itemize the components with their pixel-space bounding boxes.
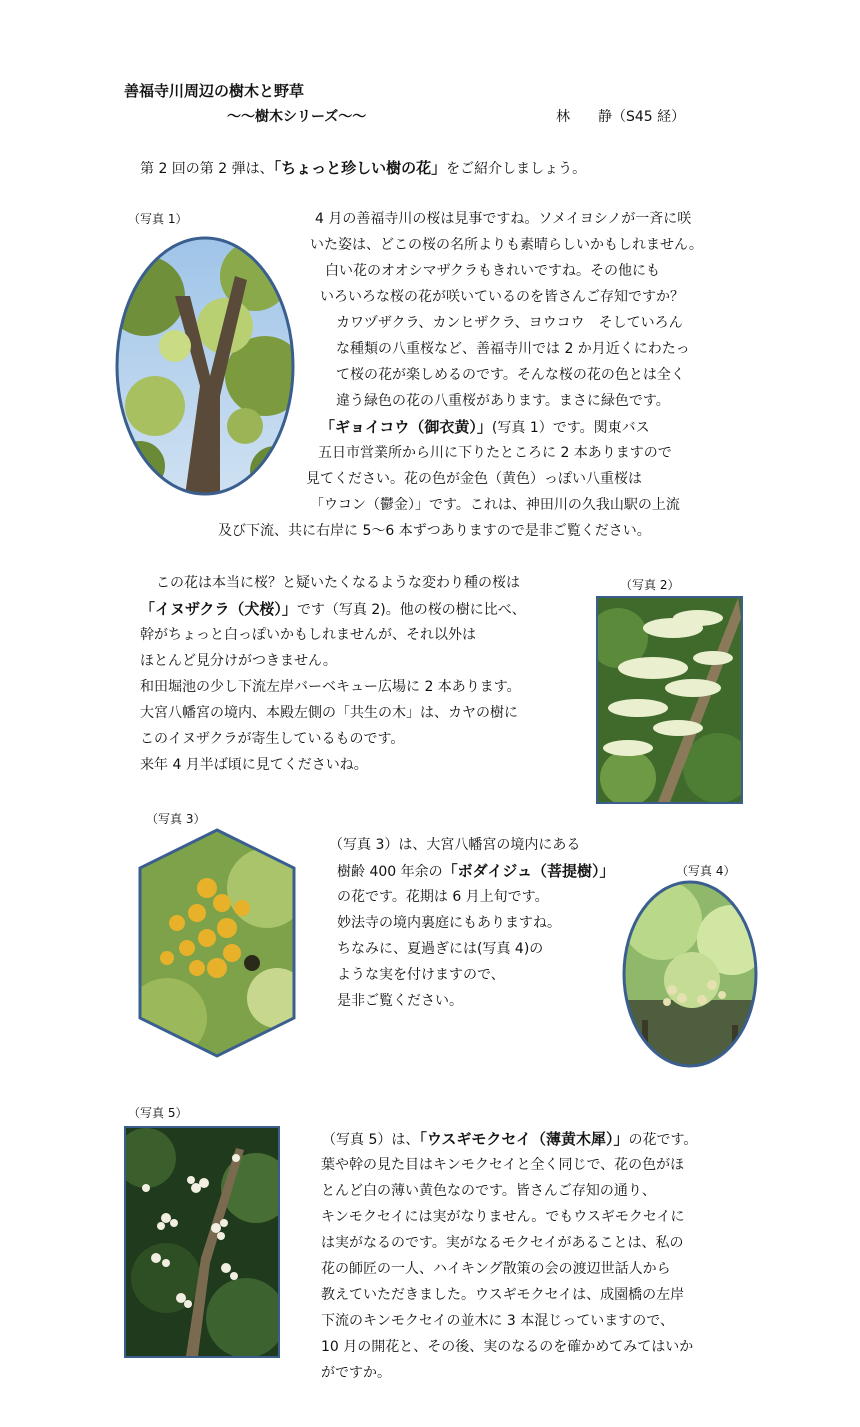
photo-bodaiju bbox=[137, 828, 297, 1058]
s2-line-3: 幹がちょっと白っぽいかもしれませんが、それ以外は bbox=[140, 627, 476, 643]
s4-line-1-post: の花です。 bbox=[628, 1132, 698, 1148]
series-title: ～～樹木シリーズ～～ bbox=[227, 109, 367, 125]
s1-line-6: な種類の八重桜など、善福寺川では 2 か月近くにわたっ bbox=[336, 341, 690, 357]
s1-line-7: て桜の花が楽しめるのです。そんな桜の花の色とは全く bbox=[336, 367, 685, 383]
s1-line-11: 見てください。花の色が金色（黄色）っぽい八重桜は bbox=[306, 471, 642, 487]
s1-line-9-rest: (写真 1）です。関東バス bbox=[491, 420, 650, 436]
usugimokusei-name: 「ウスギモクセイ（薄黄木犀）」 bbox=[419, 1130, 629, 1148]
intro-line bbox=[140, 155, 586, 182]
s1-line-4: いろいろな桜の花が咲いているのを皆さんご存知ですか？ bbox=[320, 289, 684, 305]
photo-gyoiko bbox=[115, 236, 295, 496]
photo-inuzakura bbox=[596, 596, 743, 804]
gyoiko-name: 「ギョイコウ（御衣黄）」 bbox=[320, 418, 492, 436]
page-title: 善福寺川周辺の樹木と野草 bbox=[124, 82, 305, 100]
s2-line-2 bbox=[140, 596, 526, 623]
photo-usugimokusei bbox=[124, 1126, 280, 1358]
caption-photo-4: （写真 4） bbox=[676, 864, 736, 878]
s4-line-3: とんど白の薄い黄色なのです。皆さんご存知の通り、 bbox=[321, 1183, 656, 1199]
s3-line-6: ような実を付けますので、 bbox=[337, 967, 505, 983]
s4-line-1 bbox=[322, 1126, 697, 1153]
s1-line-10: 五日市営業所から川に下りたところに 2 本ありますので bbox=[318, 445, 672, 461]
s3-line-2-pre: 樹齢 400 年余の bbox=[337, 864, 443, 880]
s4-line-8: 下流のキンモクセイの並木に 3 本混じっていますので、 bbox=[321, 1313, 674, 1329]
s3-line-2 bbox=[337, 858, 615, 885]
caption-photo-2: （写真 2） bbox=[620, 578, 680, 592]
s4-line-6: 花の師匠の一人、ハイキング散策の会の渡辺世話人から bbox=[321, 1261, 671, 1277]
s4-line-4: キンモクセイには実がなりません。でもウスギモクセイに bbox=[321, 1209, 685, 1225]
intro-pre: 第 2 回の第 2 弾は、 bbox=[140, 161, 274, 177]
s3-line-7: 是非ご覧ください。 bbox=[337, 993, 463, 1009]
author: 林 静（S45 経） bbox=[556, 109, 686, 125]
s3-line-4: 妙法寺の境内裏庭にもありますね。 bbox=[337, 915, 561, 931]
caption-photo-1: （写真 1） bbox=[128, 212, 188, 226]
s3-line-1: （写真 3）は、大宮八幡宮の境内にある bbox=[329, 837, 581, 853]
s1-line-5: カワヅザクラ、カンヒザクラ、ヨウコウ そしていろん bbox=[336, 315, 683, 331]
caption-photo-3: （写真 3） bbox=[146, 812, 206, 826]
intro-highlight: 「ちょっと珍しい樹の花」 bbox=[273, 159, 447, 177]
intro-post: をご紹介しましょう。 bbox=[446, 161, 587, 177]
s1-line-13: 及び下流、共に右岸に 5～6 本ずつありますので是非ご覧ください。 bbox=[218, 523, 651, 539]
s2-line-7: このイヌザクラが寄生しているものです。 bbox=[140, 731, 405, 747]
s1-line-8: 違う緑色の花の八重桜があります。まさに緑色です。 bbox=[336, 393, 670, 409]
caption-photo-5: （写真 5） bbox=[128, 1106, 188, 1120]
s4-line-1-pre: （写真 5）は、 bbox=[322, 1132, 420, 1148]
s2-line-6: 大宮八幡宮の境内、本殿左側の「共生の木」は、カヤの樹に bbox=[140, 705, 518, 721]
s1-line-9 bbox=[320, 414, 650, 441]
s4-line-5: は実がなるのです。実がなるモクセイがあることは、私の bbox=[321, 1235, 684, 1251]
photo-bodaiju-fruit bbox=[622, 880, 758, 1068]
s3-line-5: ちなみに、夏過ぎには(写真 4)の bbox=[337, 941, 544, 957]
s4-line-7: 教えていただきました。ウスギモクセイは、成園橋の左岸 bbox=[321, 1287, 685, 1303]
s3-line-3: の花です。花期は 6 月上旬です。 bbox=[337, 889, 549, 905]
s2-line-2-rest: です（写真 2)。他の桜の樹に比べ、 bbox=[296, 602, 526, 618]
s1-line-2: いた姿は、どこの桜の名所よりも素晴らしいかもしれません。 bbox=[310, 237, 703, 253]
s2-line-5: 和田堀池の少し下流左岸バーベキュー広場に 2 本あります。 bbox=[140, 679, 521, 695]
s1-line-12: 「ウコン（鬱金）」です。これは、神田川の久我山駅の上流 bbox=[310, 497, 680, 513]
s1-line-1: 4 月の善福寺川の桜は見事ですね。ソメイヨシノが一斉に咲 bbox=[315, 211, 692, 227]
s2-line-4: ほとんど見分けがつきません。 bbox=[140, 653, 337, 669]
s2-line-8: 来年 4 月半ば頃に見てくださいね。 bbox=[140, 757, 368, 773]
s4-line-2: 葉や幹の見た目はキンモクセイと全く同じで、花の色がほ bbox=[321, 1157, 685, 1173]
s2-line-1: この花は本当に桜？と疑いたくなるような変わり種の桜は bbox=[156, 575, 520, 591]
inuzakura-name: 「イヌザクラ（犬桜）」 bbox=[140, 600, 297, 618]
s1-line-3: 白い花のオオシマザクラもきれいですね。その他にも bbox=[325, 263, 661, 279]
s4-line-10: がですか。 bbox=[321, 1365, 391, 1381]
s4-line-9: 10 月の開花と、その後、実のなるのを確かめてみてはいか bbox=[321, 1339, 694, 1355]
bodaiju-name: 「ボダイジュ（菩提樹）」 bbox=[442, 862, 615, 880]
